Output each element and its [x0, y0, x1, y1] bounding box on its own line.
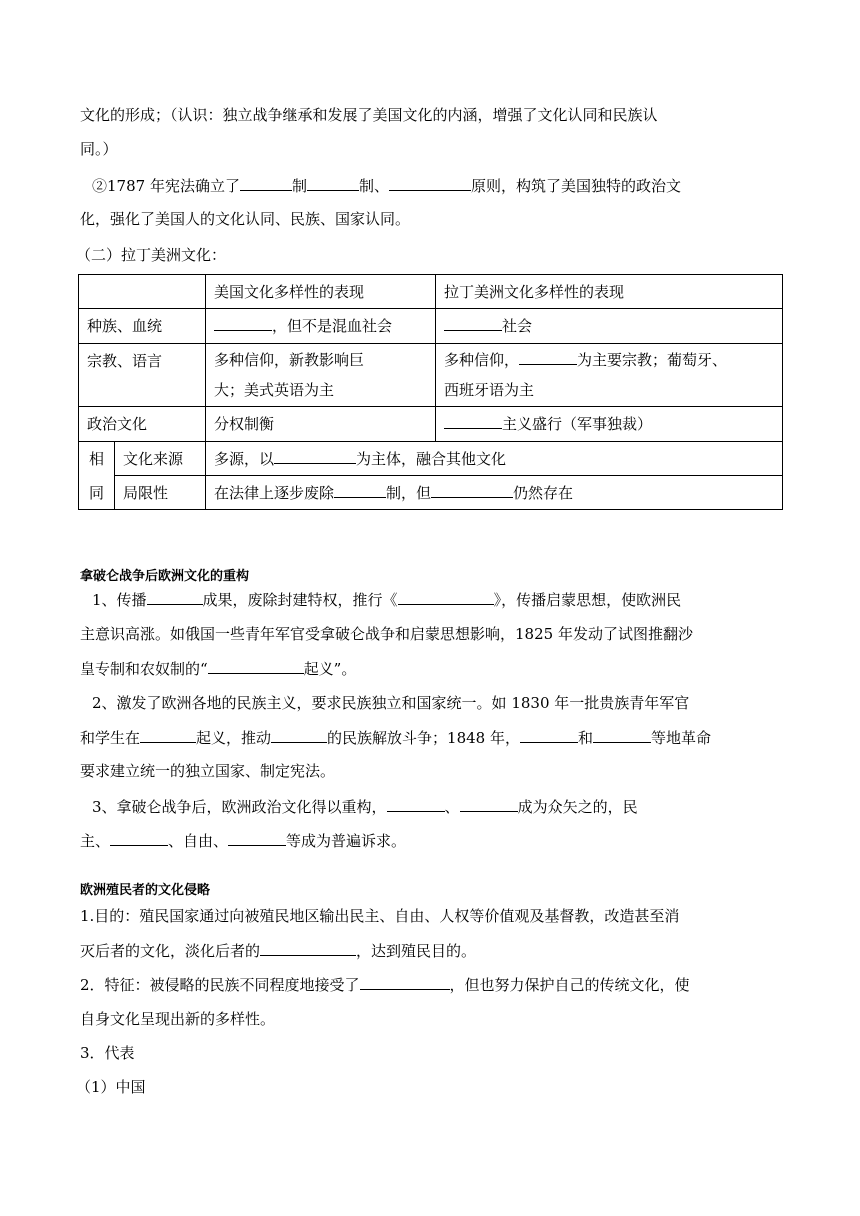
blank[interactable]	[519, 350, 577, 365]
text: 多源，以	[214, 449, 275, 468]
text: 主、	[80, 832, 111, 850]
section-latin-title: （二）拉丁美洲文化：	[76, 246, 227, 264]
table-header-usa: 美国文化多样性的表现	[206, 275, 436, 309]
text: 制、	[358, 177, 389, 195]
colonial-p2-line1	[80, 975, 690, 994]
table-cell: 宗教、语言	[79, 344, 206, 407]
same-label-cell	[79, 442, 115, 510]
text: 的民族解放斗争；1848 年，	[327, 729, 520, 747]
text: ，但不是混血社会	[272, 317, 393, 335]
napoleon-p2-line1: 2、激发了欧洲各地的民族主义，要求民族独立和国家统一。如 1830 年一批贵族青年军官	[92, 694, 690, 712]
para1-line2: 同。）	[80, 140, 118, 158]
table-cell	[436, 407, 783, 442]
blank[interactable]	[444, 414, 502, 429]
text: 成果，废除封建特权，推行《	[202, 591, 398, 609]
blank[interactable]	[398, 590, 494, 605]
text: 西班牙语为主	[444, 381, 535, 399]
napoleon-p3-line2	[80, 831, 406, 850]
napoleon-p1-line3	[80, 659, 356, 678]
blank[interactable]	[387, 797, 445, 812]
table-row	[79, 442, 783, 476]
text: 为主要宗教；葡萄牙、	[577, 351, 728, 369]
text: 大；美式英语为主	[214, 381, 335, 399]
text: 原则，构筑了美国独特的政治文	[470, 177, 681, 195]
blank[interactable]	[389, 176, 471, 191]
text: 起义，推动	[196, 729, 272, 747]
blank[interactable]	[520, 728, 578, 743]
napoleon-p1-line2: 主意识高涨。如俄国一些青年军官受拿破仑战争和启蒙思想影响，1825 年发动了试图推翻沙	[80, 625, 693, 643]
blank[interactable]	[228, 831, 286, 846]
table-cell	[206, 344, 436, 407]
table-row	[79, 309, 783, 344]
table-header-latin: 拉丁美洲文化多样性的表现	[436, 275, 783, 309]
text: ，但也努力保护自己的传统文化，使	[449, 976, 690, 994]
text: 等成为普遍诉求。	[286, 832, 407, 850]
table-row	[79, 275, 783, 309]
napoleon-p2-line3: 要求建立统一的独立国家、制定宪法。	[80, 762, 336, 780]
colonial-p1-line2	[80, 941, 476, 960]
table-cell	[79, 275, 206, 309]
blank[interactable]	[110, 831, 168, 846]
text: 和学生在	[80, 729, 141, 747]
text: 成为众矢之的，民	[517, 798, 638, 816]
table-row	[79, 476, 783, 510]
text: 在法律上逐步废除	[214, 483, 335, 502]
table-cell: 文化来源	[115, 442, 206, 476]
table-cell	[206, 309, 436, 344]
text: 制	[291, 177, 307, 195]
napoleon-p2-line2	[80, 728, 711, 747]
para2-line1	[92, 176, 681, 195]
napoleon-p1-line1	[92, 590, 681, 609]
text: 、	[444, 798, 460, 816]
table-cell: 政治文化	[79, 407, 206, 442]
blank[interactable]	[360, 975, 450, 990]
table-cell: 种族、血统	[79, 309, 206, 344]
text: 等地革命	[651, 729, 712, 747]
text: 相	[88, 449, 104, 468]
text: ，达到殖民目的。	[356, 942, 477, 960]
text: 多种信仰，新教影响巨	[214, 351, 365, 369]
table-row	[79, 344, 783, 407]
text: 2．特征：被侵略的民族不同程度地接受了	[80, 976, 360, 994]
table-cell: 局限性	[115, 476, 206, 510]
blank[interactable]	[460, 797, 518, 812]
table-cell	[206, 442, 783, 476]
text: 1、传播	[92, 591, 147, 609]
text: 》，传播启蒙思想，使欧洲民	[493, 591, 682, 609]
blank[interactable]	[147, 590, 203, 605]
blank[interactable]	[208, 659, 304, 674]
text: 皇专制和农奴制的“	[80, 660, 208, 678]
text: 制，但	[386, 483, 432, 502]
blank[interactable]	[444, 316, 502, 331]
text: 社会	[502, 317, 533, 335]
blank[interactable]	[240, 176, 292, 191]
text: 同	[88, 483, 104, 502]
text: 3、拿破仑战争后，欧洲政治文化得以重构，	[92, 798, 387, 816]
text: 起义”。	[303, 660, 357, 678]
table-cell: 分权制衡	[206, 407, 436, 442]
blank[interactable]	[593, 728, 651, 743]
text: 为主体，融合其他文化	[356, 449, 507, 468]
colonial-p1-line1: 1.目的：殖民国家通过向被殖民地区输出民主、自由、人权等价值观及基督教，改造甚至消	[80, 907, 680, 925]
blank[interactable]	[260, 941, 356, 956]
blank[interactable]	[271, 728, 327, 743]
colonial-p3: 3．代表	[80, 1044, 135, 1062]
text: ②1787 年宪法确立了	[92, 177, 240, 195]
blank[interactable]	[274, 449, 356, 464]
blank[interactable]	[431, 483, 513, 498]
text-line	[444, 345, 774, 375]
para1-line1: 文化的形成；（认识：独立战争继承和发展了美国文化的内涵，增强了文化认同和民族认	[80, 106, 658, 124]
blank[interactable]	[307, 176, 359, 191]
text: 主义盛行（军事独裁）	[502, 415, 653, 433]
comparison-table	[78, 274, 783, 510]
text: 仍然存在	[513, 483, 574, 502]
text: 灭后者的文化，淡化后者的	[80, 942, 261, 960]
blank[interactable]	[140, 728, 196, 743]
text: 和	[577, 729, 593, 747]
table-cell	[436, 309, 783, 344]
para2-line2: 化，强化了美国人的文化认同、民族、国家认同。	[80, 210, 411, 228]
text: 多种信仰，	[444, 351, 520, 369]
section-heading-napoleon: 拿破仑战争后欧洲文化的重构	[80, 569, 250, 584]
table-row	[79, 407, 783, 442]
colonial-p2-line2: 自身文化呈现出新的多样性。	[80, 1010, 276, 1028]
table-cell	[436, 344, 783, 407]
colonial-p4: （1）中国	[76, 1078, 146, 1096]
section-heading-colonial: 欧洲殖民者的文化侵略	[80, 883, 211, 898]
blank[interactable]	[334, 483, 386, 498]
text: 、自由、	[168, 832, 229, 850]
napoleon-p3-line1	[92, 797, 638, 816]
blank[interactable]	[214, 316, 272, 331]
table-cell	[206, 476, 783, 510]
